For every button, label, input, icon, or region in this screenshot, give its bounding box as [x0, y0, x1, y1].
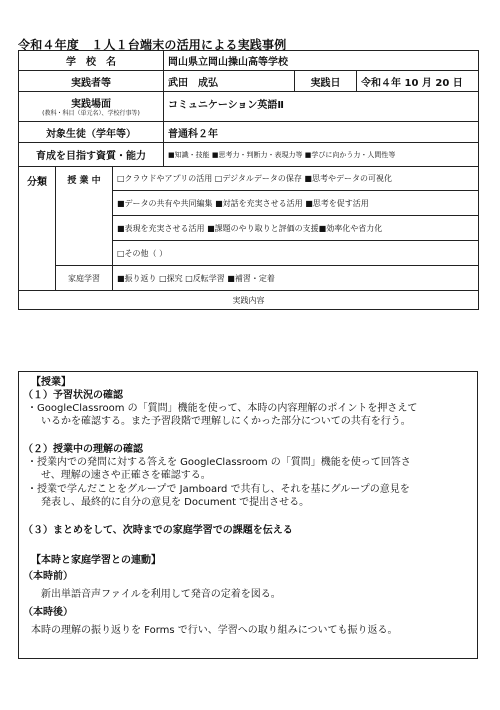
school-value: 岡山県立岡山操山高等学校 [164, 51, 479, 71]
step-2-heading: （２）授業中の理解の確認 [23, 444, 143, 455]
step-2-text-3: ・授業で学んだことをグループで Jamboard で共有し、それを基にグループの意見を [27, 484, 410, 495]
step-3-heading: （３）まとめをして、次時までの家庭学習での課題を伝える [23, 525, 293, 536]
option-row-2: ■データの共有や共同編集 ■対話を充実させる活用 ■思考を促す活用 [113, 191, 479, 216]
ability-value: ■知識・技能 ■思考力・判断力・表現力等 ■学びに向かう力・人間性等 [164, 143, 479, 167]
in-class-label: 授 業 中 [56, 167, 113, 266]
category-label: 分類 [19, 167, 56, 291]
target-value: 普通科２年 [164, 122, 479, 143]
home-study-value: ■振り返り □探究 □反転学習 ■補習・定着 [113, 266, 479, 291]
option-row-1: □クラウドやアプリの活用 □デジタルデータの保存 ■思考やデータの可視化 [113, 167, 479, 191]
home-study-row [19, 266, 479, 291]
ability-label: 育成を目指す資質・能力 [19, 143, 164, 167]
target-row [19, 122, 479, 143]
scene-row [19, 92, 479, 122]
section-linkage-heading: 【本時と家庭学習との連動】 [31, 555, 161, 566]
after-lesson-label: （本時後） [23, 607, 73, 618]
home-study-label: 家庭学習 [56, 266, 113, 291]
date-value: 令和４年 10 月 20 日 [357, 71, 479, 92]
before-lesson-label: （本時前） [23, 571, 73, 582]
step-2-text-4: 発表し、最終的に自分の意見を Document で提出させる。 [41, 497, 310, 508]
practitioner-label: 実践者等 [19, 71, 164, 92]
ability-row [19, 143, 479, 167]
after-lesson-text: 本時の理解の振り返りを Forms で行い、学習への取り組みについても振り返る。 [31, 625, 398, 636]
step-2-text-2: せ、理解の速さや正確さを確認する。 [41, 470, 211, 481]
section-lesson-heading: 【授業】 [31, 377, 71, 388]
practice-header-row [19, 291, 479, 310]
step-2-text-1: ・授業内での発問に対する答えを GoogleClassroom の「質問」機能を使って回答さ [27, 457, 411, 468]
category-row-1 [19, 167, 479, 191]
option-row-4: □その他（ ） [113, 241, 479, 266]
document-title: 令和４年度 １人１台端末の活用による実践事例 [18, 38, 287, 52]
scene-sublabel: (教科・科目（単元名）、学校行事等) [42, 110, 140, 117]
practitioner-value: 武田 成弘 [164, 71, 295, 92]
scene-value: コミュニケーション英語Ⅱ [164, 92, 479, 122]
school-row [19, 51, 479, 71]
practice-content-header: 実践内容 [19, 291, 479, 310]
step-1-text-1: ・GoogleClassroom の「質問」機能を使って、本時の内容理解のポイントを押さえて [27, 403, 418, 414]
school-label: 学 校 名 [19, 51, 164, 71]
practice-info-table [18, 50, 479, 310]
option-row-3: ■表現を充実させる活用 ■課題のやり取りと評価の支援■効率化や省力化 [113, 216, 479, 241]
step-1-text-2: いるかを確認する。また予習段階で理解しにくかった部分についての共有を行う。 [41, 416, 411, 427]
step-1-heading: （１）予習状況の確認 [23, 390, 123, 401]
scene-label: 実践場面 [71, 99, 112, 110]
practice-content-box [18, 371, 478, 659]
target-label: 対象生徒（学年等） [19, 122, 164, 143]
scene-label-cell [19, 92, 164, 122]
before-lesson-text: 新出単語音声ファイルを利用して発音の定着を図る。 [41, 589, 281, 600]
practitioner-row [19, 71, 479, 92]
date-label: 実践日 [295, 71, 357, 92]
